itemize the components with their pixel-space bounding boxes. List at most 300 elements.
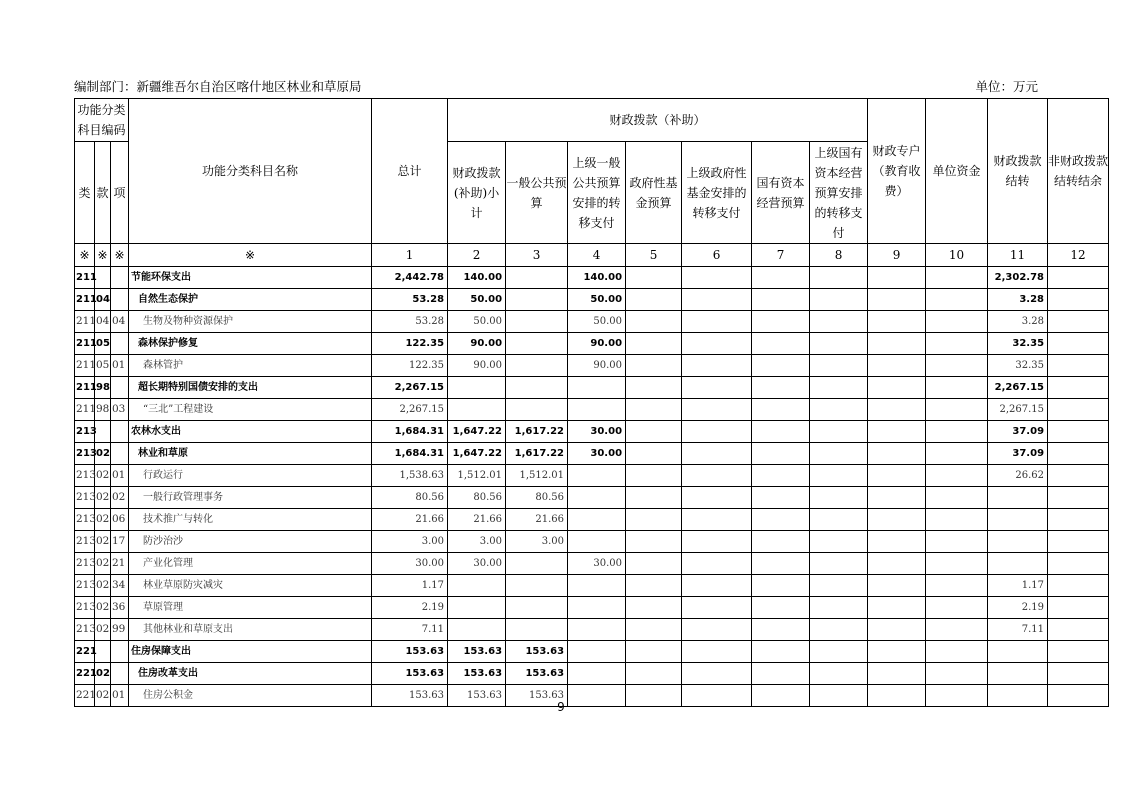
subject-name-cell: “三北”工程建设 bbox=[129, 399, 372, 421]
table-row bbox=[75, 311, 1109, 333]
table-row bbox=[75, 333, 1109, 355]
amount-cell: 3.00 bbox=[448, 531, 506, 553]
amount-cell bbox=[810, 619, 868, 641]
amount-cell bbox=[1048, 465, 1109, 487]
code-lei-cell: 211 bbox=[75, 289, 95, 311]
amount-cell bbox=[568, 487, 626, 509]
header-c4: 上级一般公共预算安排的转移支付 bbox=[568, 142, 626, 244]
amount-cell bbox=[926, 333, 988, 355]
code-xiang-cell bbox=[111, 421, 129, 443]
amount-cell bbox=[752, 355, 810, 377]
table-row bbox=[75, 509, 1109, 531]
code-xiang-cell: 99 bbox=[111, 619, 129, 641]
page-number: 9 bbox=[557, 700, 565, 714]
amount-cell bbox=[682, 289, 752, 311]
amount-cell bbox=[626, 377, 682, 399]
amount-cell bbox=[626, 553, 682, 575]
amount-cell bbox=[626, 421, 682, 443]
amount-cell: 1,512.01 bbox=[448, 465, 506, 487]
code-xiang-cell: 01 bbox=[111, 685, 129, 707]
amount-cell bbox=[626, 443, 682, 465]
code-xiang-cell bbox=[111, 267, 129, 289]
header-lei: 类 bbox=[75, 142, 95, 244]
header-c2: 财政拨款(补助)小计 bbox=[448, 142, 506, 244]
subject-name-cell: 住房保障支出 bbox=[129, 641, 372, 663]
amount-cell bbox=[1048, 355, 1109, 377]
amount-cell: 30.00 bbox=[448, 553, 506, 575]
amount-cell bbox=[868, 487, 926, 509]
amount-cell bbox=[682, 443, 752, 465]
amount-cell bbox=[868, 311, 926, 333]
amount-cell: 32.35 bbox=[988, 333, 1048, 355]
amount-cell bbox=[926, 663, 988, 685]
code-lei-cell: 213 bbox=[75, 509, 95, 531]
amount-cell bbox=[926, 421, 988, 443]
amount-cell bbox=[752, 531, 810, 553]
amount-cell bbox=[448, 597, 506, 619]
amount-cell bbox=[682, 597, 752, 619]
amount-cell: 37.09 bbox=[988, 443, 1048, 465]
amount-cell bbox=[682, 509, 752, 531]
code-kuan-cell: 04 bbox=[95, 289, 111, 311]
subject-name-cell: 一般行政管理事务 bbox=[129, 487, 372, 509]
amount-cell: 2.19 bbox=[988, 597, 1048, 619]
code-kuan-cell: 02 bbox=[95, 663, 111, 685]
subject-name-cell: 其他林业和草原支出 bbox=[129, 619, 372, 641]
amount-cell bbox=[810, 553, 868, 575]
amount-cell bbox=[926, 355, 988, 377]
subject-name-cell: 产业化管理 bbox=[129, 553, 372, 575]
amount-cell bbox=[448, 377, 506, 399]
amount-cell bbox=[682, 641, 752, 663]
amount-cell: 21.66 bbox=[448, 509, 506, 531]
code-kuan-cell: 02 bbox=[95, 619, 111, 641]
amount-cell: 7.11 bbox=[372, 619, 448, 641]
amount-cell: 3.00 bbox=[506, 531, 568, 553]
header-c9: 财政专户（教育收费） bbox=[868, 99, 926, 244]
header-c7: 国有资本经营预算 bbox=[752, 142, 810, 244]
amount-cell bbox=[752, 267, 810, 289]
amount-cell bbox=[868, 333, 926, 355]
code-xiang-cell bbox=[111, 641, 129, 663]
amount-cell bbox=[682, 355, 752, 377]
code-lei-cell: 213 bbox=[75, 597, 95, 619]
amount-cell bbox=[506, 311, 568, 333]
subject-name-cell: 超长期特别国债安排的支出 bbox=[129, 377, 372, 399]
amount-cell bbox=[926, 553, 988, 575]
amount-cell bbox=[1048, 399, 1109, 421]
amount-cell bbox=[506, 597, 568, 619]
amount-cell bbox=[626, 355, 682, 377]
amount-cell bbox=[988, 531, 1048, 553]
column-index-cell: 3 bbox=[506, 244, 568, 267]
amount-cell bbox=[810, 597, 868, 619]
amount-cell: 90.00 bbox=[568, 355, 626, 377]
amount-cell bbox=[626, 597, 682, 619]
amount-cell bbox=[926, 267, 988, 289]
code-lei-cell: 221 bbox=[75, 663, 95, 685]
amount-cell bbox=[810, 531, 868, 553]
amount-cell: 30.00 bbox=[568, 553, 626, 575]
amount-cell: 1,684.31 bbox=[372, 443, 448, 465]
code-xiang-cell bbox=[111, 377, 129, 399]
code-kuan-cell: 98 bbox=[95, 377, 111, 399]
amount-cell bbox=[1048, 377, 1109, 399]
amount-cell bbox=[868, 443, 926, 465]
amount-cell: 140.00 bbox=[568, 267, 626, 289]
amount-cell bbox=[926, 509, 988, 531]
subject-name-cell: 行政运行 bbox=[129, 465, 372, 487]
subject-name-cell: 草原管理 bbox=[129, 597, 372, 619]
table-row bbox=[75, 421, 1109, 443]
table-row bbox=[75, 619, 1109, 641]
header-c3: 一般公共预算 bbox=[506, 142, 568, 244]
table-row bbox=[75, 267, 1109, 289]
amount-cell bbox=[1048, 509, 1109, 531]
amount-cell bbox=[626, 531, 682, 553]
amount-cell: 153.63 bbox=[448, 641, 506, 663]
amount-cell bbox=[626, 465, 682, 487]
amount-cell: 153.63 bbox=[448, 663, 506, 685]
code-lei-cell: 211 bbox=[75, 355, 95, 377]
code-lei-cell: 211 bbox=[75, 399, 95, 421]
code-xiang-cell: 01 bbox=[111, 465, 129, 487]
amount-cell bbox=[988, 487, 1048, 509]
code-kuan-cell: 02 bbox=[95, 531, 111, 553]
amount-cell bbox=[1048, 289, 1109, 311]
subject-name-cell: 技术推广与转化 bbox=[129, 509, 372, 531]
amount-cell bbox=[506, 399, 568, 421]
column-index-cell: 2 bbox=[448, 244, 506, 267]
amount-cell bbox=[1048, 487, 1109, 509]
amount-cell bbox=[868, 641, 926, 663]
amount-cell bbox=[448, 575, 506, 597]
amount-cell bbox=[752, 553, 810, 575]
amount-cell bbox=[1048, 443, 1109, 465]
header-fiscal-group: 财政拨款（补助） bbox=[448, 99, 868, 142]
amount-cell bbox=[1048, 663, 1109, 685]
amount-cell bbox=[682, 465, 752, 487]
amount-cell bbox=[926, 443, 988, 465]
amount-cell bbox=[868, 531, 926, 553]
amount-cell bbox=[1048, 333, 1109, 355]
table-row bbox=[75, 553, 1109, 575]
table-row bbox=[75, 289, 1109, 311]
subject-name-cell: 节能环保支出 bbox=[129, 267, 372, 289]
amount-cell bbox=[682, 333, 752, 355]
amount-cell bbox=[682, 531, 752, 553]
code-kuan-cell: 04 bbox=[95, 311, 111, 333]
amount-cell: 50.00 bbox=[568, 289, 626, 311]
amount-cell bbox=[810, 641, 868, 663]
amount-cell bbox=[810, 465, 868, 487]
amount-cell bbox=[752, 619, 810, 641]
amount-cell bbox=[626, 311, 682, 333]
amount-cell bbox=[568, 531, 626, 553]
code-lei-cell: 213 bbox=[75, 443, 95, 465]
amount-cell bbox=[988, 663, 1048, 685]
code-xiang-cell: 21 bbox=[111, 553, 129, 575]
amount-cell: 80.56 bbox=[372, 487, 448, 509]
amount-cell bbox=[1048, 553, 1109, 575]
header-c12: 非财政拨款结转结余 bbox=[1048, 99, 1109, 244]
amount-cell: 153.63 bbox=[506, 663, 568, 685]
amount-cell bbox=[682, 575, 752, 597]
amount-cell bbox=[568, 509, 626, 531]
amount-cell bbox=[626, 289, 682, 311]
amount-cell bbox=[988, 509, 1048, 531]
amount-cell: 140.00 bbox=[448, 267, 506, 289]
code-lei-cell: 213 bbox=[75, 531, 95, 553]
table-row bbox=[75, 597, 1109, 619]
code-kuan-cell: 02 bbox=[95, 465, 111, 487]
code-xiang-cell: 06 bbox=[111, 509, 129, 531]
code-xiang-cell bbox=[111, 443, 129, 465]
amount-cell bbox=[868, 553, 926, 575]
amount-cell: 21.66 bbox=[506, 509, 568, 531]
code-kuan-cell: 98 bbox=[95, 399, 111, 421]
amount-cell bbox=[506, 619, 568, 641]
amount-cell: 122.35 bbox=[372, 333, 448, 355]
header-xiang: 项 bbox=[111, 142, 129, 244]
code-lei-cell: 213 bbox=[75, 465, 95, 487]
amount-cell: 30.00 bbox=[568, 443, 626, 465]
code-kuan-cell: 02 bbox=[95, 509, 111, 531]
table-row bbox=[75, 399, 1109, 421]
amount-cell: 1,538.63 bbox=[372, 465, 448, 487]
budget-expenditure-table bbox=[74, 98, 1109, 707]
amount-cell bbox=[506, 553, 568, 575]
amount-cell bbox=[506, 377, 568, 399]
amount-cell: 90.00 bbox=[568, 333, 626, 355]
subject-name-cell: 森林管护 bbox=[129, 355, 372, 377]
code-lei-cell: 213 bbox=[75, 487, 95, 509]
header-func-code: 功能分类科目编码 bbox=[75, 99, 129, 142]
amount-cell bbox=[810, 443, 868, 465]
amount-cell bbox=[682, 663, 752, 685]
amount-cell: 7.11 bbox=[988, 619, 1048, 641]
amount-cell bbox=[626, 399, 682, 421]
amount-cell: 90.00 bbox=[448, 355, 506, 377]
amount-cell bbox=[626, 267, 682, 289]
column-index-cell: 9 bbox=[868, 244, 926, 267]
amount-cell bbox=[926, 377, 988, 399]
amount-cell bbox=[868, 421, 926, 443]
subject-name-cell: 住房公积金 bbox=[129, 685, 372, 707]
amount-cell: 2,442.78 bbox=[372, 267, 448, 289]
amount-cell: 32.35 bbox=[988, 355, 1048, 377]
code-lei-cell: 213 bbox=[75, 619, 95, 641]
amount-cell: 3.28 bbox=[988, 311, 1048, 333]
amount-cell bbox=[682, 377, 752, 399]
amount-cell bbox=[810, 575, 868, 597]
code-kuan-cell: 02 bbox=[95, 487, 111, 509]
compiling-department: 编制部门：新疆维吾尔自治区喀什地区林业和草原局 bbox=[74, 79, 362, 94]
amount-cell bbox=[1048, 421, 1109, 443]
table-row bbox=[75, 575, 1109, 597]
unit-label: 单位：万元 bbox=[975, 79, 1038, 94]
header-c8: 上级国有资本经营预算安排的转移支付 bbox=[810, 142, 868, 244]
amount-cell bbox=[568, 597, 626, 619]
column-index-row bbox=[75, 244, 1109, 267]
column-index-cell: 5 bbox=[626, 244, 682, 267]
amount-cell: 2,267.15 bbox=[372, 377, 448, 399]
amount-cell: 2,302.78 bbox=[988, 267, 1048, 289]
code-kuan-cell: 02 bbox=[95, 443, 111, 465]
amount-cell: 1.17 bbox=[988, 575, 1048, 597]
subject-name-cell: 林业草原防灾减灾 bbox=[129, 575, 372, 597]
amount-cell bbox=[926, 399, 988, 421]
table-row bbox=[75, 487, 1109, 509]
amount-cell bbox=[506, 267, 568, 289]
amount-cell bbox=[682, 553, 752, 575]
column-index-cell: 4 bbox=[568, 244, 626, 267]
table-row bbox=[75, 663, 1109, 685]
amount-cell bbox=[752, 399, 810, 421]
amount-cell bbox=[448, 619, 506, 641]
amount-cell: 153.63 bbox=[448, 685, 506, 707]
amount-cell bbox=[810, 355, 868, 377]
amount-cell bbox=[682, 487, 752, 509]
column-index-cell: 11 bbox=[988, 244, 1048, 267]
amount-cell bbox=[1048, 619, 1109, 641]
subject-name-cell: 农林水支出 bbox=[129, 421, 372, 443]
code-lei-cell: 221 bbox=[75, 685, 95, 707]
amount-cell bbox=[752, 641, 810, 663]
amount-cell bbox=[926, 465, 988, 487]
column-index-cell: ※ bbox=[111, 244, 129, 267]
code-xiang-cell: 34 bbox=[111, 575, 129, 597]
amount-cell bbox=[810, 377, 868, 399]
amount-cell bbox=[868, 619, 926, 641]
code-kuan-cell: 05 bbox=[95, 333, 111, 355]
amount-cell bbox=[626, 487, 682, 509]
code-kuan-cell: 02 bbox=[95, 575, 111, 597]
amount-cell: 21.66 bbox=[372, 509, 448, 531]
amount-cell bbox=[752, 421, 810, 443]
amount-cell: 50.00 bbox=[448, 289, 506, 311]
amount-cell bbox=[506, 355, 568, 377]
amount-cell: 1,684.31 bbox=[372, 421, 448, 443]
code-xiang-cell: 04 bbox=[111, 311, 129, 333]
amount-cell bbox=[568, 465, 626, 487]
amount-cell: 1.17 bbox=[372, 575, 448, 597]
amount-cell: 153.63 bbox=[372, 641, 448, 663]
amount-cell bbox=[626, 333, 682, 355]
code-kuan-cell: 02 bbox=[95, 685, 111, 707]
code-kuan-cell: 05 bbox=[95, 355, 111, 377]
header-c5: 政府性基金预算 bbox=[626, 142, 682, 244]
column-index-cell: ※ bbox=[129, 244, 372, 267]
amount-cell bbox=[810, 289, 868, 311]
subject-name-cell: 生物及物种资源保护 bbox=[129, 311, 372, 333]
code-xiang-cell bbox=[111, 663, 129, 685]
amount-cell bbox=[868, 509, 926, 531]
amount-cell: 37.09 bbox=[988, 421, 1048, 443]
amount-cell: 50.00 bbox=[448, 311, 506, 333]
amount-cell bbox=[752, 509, 810, 531]
amount-cell bbox=[568, 663, 626, 685]
amount-cell bbox=[868, 597, 926, 619]
amount-cell: 30.00 bbox=[568, 421, 626, 443]
code-xiang-cell bbox=[111, 333, 129, 355]
table-row bbox=[75, 377, 1109, 399]
code-lei-cell: 213 bbox=[75, 575, 95, 597]
table-row bbox=[75, 531, 1109, 553]
amount-cell bbox=[810, 509, 868, 531]
code-lei-cell: 211 bbox=[75, 333, 95, 355]
amount-cell: 2,267.15 bbox=[988, 377, 1048, 399]
amount-cell: 53.28 bbox=[372, 289, 448, 311]
amount-cell bbox=[506, 289, 568, 311]
table-row bbox=[75, 641, 1109, 663]
amount-cell bbox=[682, 421, 752, 443]
code-lei-cell: 211 bbox=[75, 377, 95, 399]
amount-cell bbox=[626, 663, 682, 685]
amount-cell: 53.28 bbox=[372, 311, 448, 333]
amount-cell bbox=[568, 641, 626, 663]
amount-cell bbox=[752, 289, 810, 311]
amount-cell bbox=[926, 641, 988, 663]
amount-cell: 2,267.15 bbox=[988, 399, 1048, 421]
amount-cell bbox=[568, 377, 626, 399]
header-kuan: 款 bbox=[95, 142, 111, 244]
amount-cell: 80.56 bbox=[448, 487, 506, 509]
code-xiang-cell: 36 bbox=[111, 597, 129, 619]
header-total: 总计 bbox=[372, 99, 448, 244]
amount-cell bbox=[810, 399, 868, 421]
column-index-cell: 7 bbox=[752, 244, 810, 267]
amount-cell bbox=[868, 663, 926, 685]
amount-cell bbox=[448, 399, 506, 421]
amount-cell bbox=[626, 575, 682, 597]
amount-cell bbox=[1048, 575, 1109, 597]
amount-cell bbox=[682, 399, 752, 421]
amount-cell: 26.62 bbox=[988, 465, 1048, 487]
amount-cell bbox=[752, 663, 810, 685]
amount-cell: 1,647.22 bbox=[448, 421, 506, 443]
table-row bbox=[75, 443, 1109, 465]
amount-cell bbox=[810, 267, 868, 289]
code-lei-cell: 211 bbox=[75, 267, 95, 289]
amount-cell: 122.35 bbox=[372, 355, 448, 377]
amount-cell: 1,617.22 bbox=[506, 443, 568, 465]
amount-cell bbox=[868, 267, 926, 289]
amount-cell bbox=[752, 597, 810, 619]
amount-cell bbox=[868, 575, 926, 597]
amount-cell bbox=[506, 333, 568, 355]
amount-cell: 2,267.15 bbox=[372, 399, 448, 421]
column-index-cell: ※ bbox=[75, 244, 95, 267]
amount-cell: 153.63 bbox=[372, 685, 448, 707]
amount-cell bbox=[1048, 597, 1109, 619]
column-index-cell: ※ bbox=[95, 244, 111, 267]
code-xiang-cell: 02 bbox=[111, 487, 129, 509]
amount-cell bbox=[810, 663, 868, 685]
subject-name-cell: 防沙治沙 bbox=[129, 531, 372, 553]
amount-cell: 30.00 bbox=[372, 553, 448, 575]
amount-cell bbox=[568, 575, 626, 597]
amount-cell bbox=[810, 333, 868, 355]
amount-cell bbox=[926, 487, 988, 509]
amount-cell bbox=[926, 311, 988, 333]
amount-cell bbox=[626, 619, 682, 641]
amount-cell bbox=[868, 355, 926, 377]
amount-cell bbox=[682, 267, 752, 289]
amount-cell bbox=[752, 311, 810, 333]
amount-cell bbox=[568, 619, 626, 641]
amount-cell bbox=[752, 333, 810, 355]
